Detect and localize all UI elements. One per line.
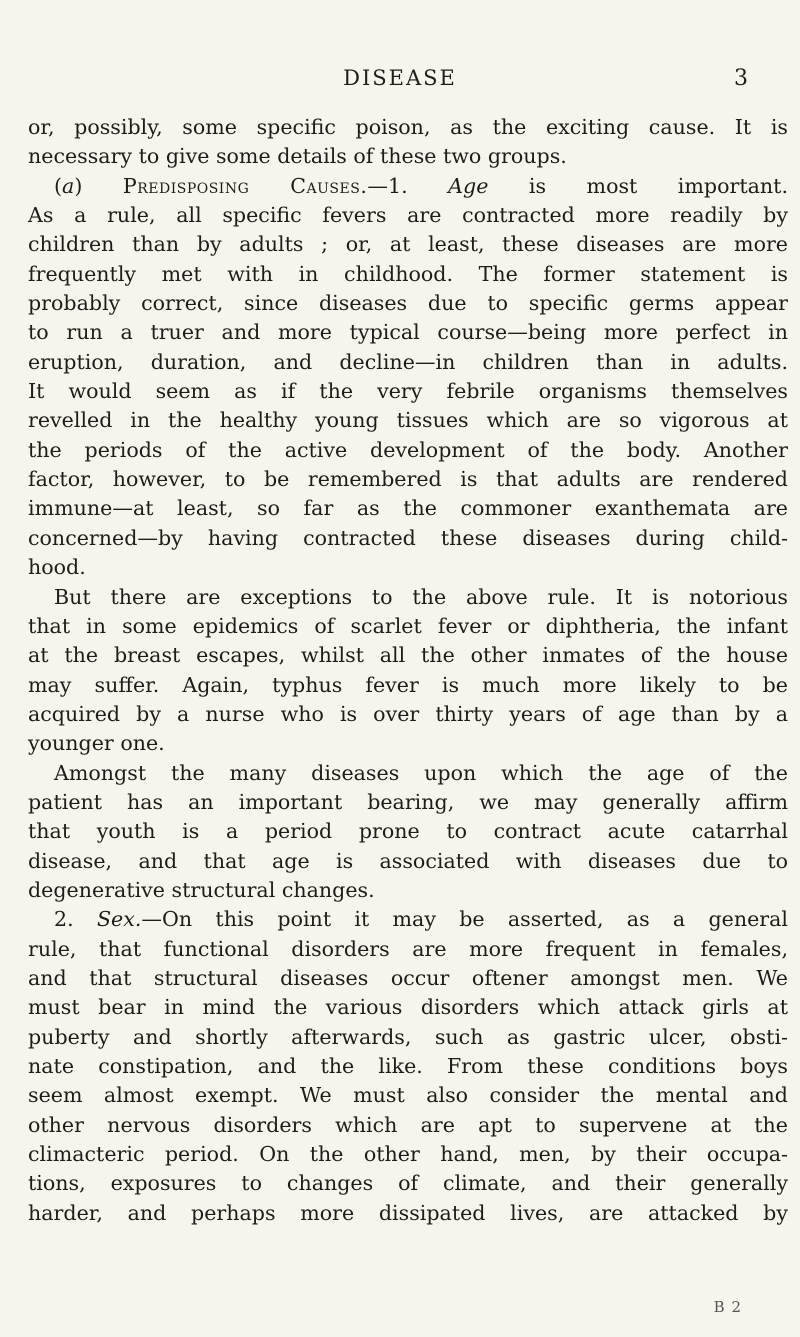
page-number: 3 bbox=[734, 66, 748, 91]
text-line: the periods of the active development of the body. Another bbox=[28, 437, 788, 462]
section-heading: Predisposing Causes. bbox=[122, 173, 368, 198]
text-line: It would seem as if the very febrile organisms themselves bbox=[28, 379, 788, 404]
running-head bbox=[0, 66, 800, 98]
text-line: acquired by a nurse who is over thirty years of age than by a bbox=[28, 701, 788, 726]
subsection-term: Age bbox=[448, 173, 489, 198]
text-line: tions, exposures to changes of climate, and their generally bbox=[28, 1171, 788, 1196]
text-line: to run a truer and more typical course—being more perfect in bbox=[28, 320, 788, 345]
text-line: harder, and perhaps more dissipated lives, are attacked by bbox=[28, 1200, 788, 1225]
text-line: rule, that functional disorders are more frequent in females, bbox=[28, 936, 788, 961]
text-line: climacteric period. On the other hand, men, by their occupa- bbox=[28, 1142, 788, 1167]
text-line: seem almost exempt. We must also consider the mental and bbox=[28, 1083, 788, 1108]
text-line: that youth is a period prone to contract acute catarrhal bbox=[28, 819, 788, 844]
text-line: other nervous disorders which are apt to supervene at the bbox=[28, 1112, 788, 1137]
text-line: frequently met with in childhood. The former statement is bbox=[28, 261, 788, 286]
text-line: nate constipation, and the like. From these conditions boys bbox=[28, 1054, 788, 1078]
text-line: must bear in mind the various disorders which attack girls at bbox=[28, 995, 788, 1020]
text-line: But there are exceptions to the above rule. It is notorious bbox=[54, 584, 788, 609]
body-text bbox=[28, 113, 788, 1228]
text-line: may suffer. Again, typhus fever is much more likely to be bbox=[28, 672, 788, 697]
text-line: or, possibly, some specific poison, as the exciting cause. It is bbox=[28, 115, 788, 139]
text-line: factor, however, to be remembered is that adults are rendered bbox=[28, 467, 788, 492]
text-line: at the breast escapes, whilst all the other inmates of the house bbox=[28, 643, 788, 668]
signature-mark: B 2 bbox=[713, 1298, 742, 1316]
text-line: patient has an important bearing, we may generally affirm bbox=[28, 789, 788, 814]
text-line: eruption, duration, and decline—in children than in adults. bbox=[28, 349, 788, 374]
text-line: (a) Predisposing Causes.—1. Age is most important. bbox=[54, 173, 788, 198]
text-line: immune—at least, so far as the commoner exanthemata are bbox=[28, 496, 788, 521]
text-line: concerned—by having contracted these diseases during child- bbox=[28, 525, 788, 550]
text-line: probably correct, since diseases due to specific germs appear bbox=[28, 291, 788, 316]
text-line: necessary to give some details of these two groups. bbox=[28, 144, 567, 169]
text-line: puberty and shortly afterwards, such as gastric ulcer, obsti- bbox=[28, 1024, 788, 1049]
text-line: As a rule, all specific fevers are contracted more readily by bbox=[28, 203, 788, 228]
text-line: children than by adults ; or, at least, these diseases are more bbox=[28, 232, 788, 257]
text-line: that in some epidemics of scarlet fever or diphtheria, the infant bbox=[28, 613, 788, 638]
running-title: DISEASE bbox=[343, 66, 457, 90]
subsection-term: Sex. bbox=[96, 907, 142, 932]
text-line: degenerative structural changes. bbox=[28, 877, 375, 902]
text-line: disease, and that age is associated with diseases due to bbox=[28, 848, 788, 873]
text-line: hood. bbox=[28, 555, 86, 580]
text-line: Amongst the many diseases upon which the age of the bbox=[54, 760, 788, 785]
text-line: revelled in the healthy young tissues which are so vigorous at bbox=[28, 408, 788, 433]
text-line: 2. Sex.—On this point it may be asserted, as a general bbox=[54, 907, 788, 932]
text-line: and that structural diseases occur oftener amongst men. We bbox=[28, 965, 788, 990]
text-line: younger one. bbox=[28, 731, 165, 756]
